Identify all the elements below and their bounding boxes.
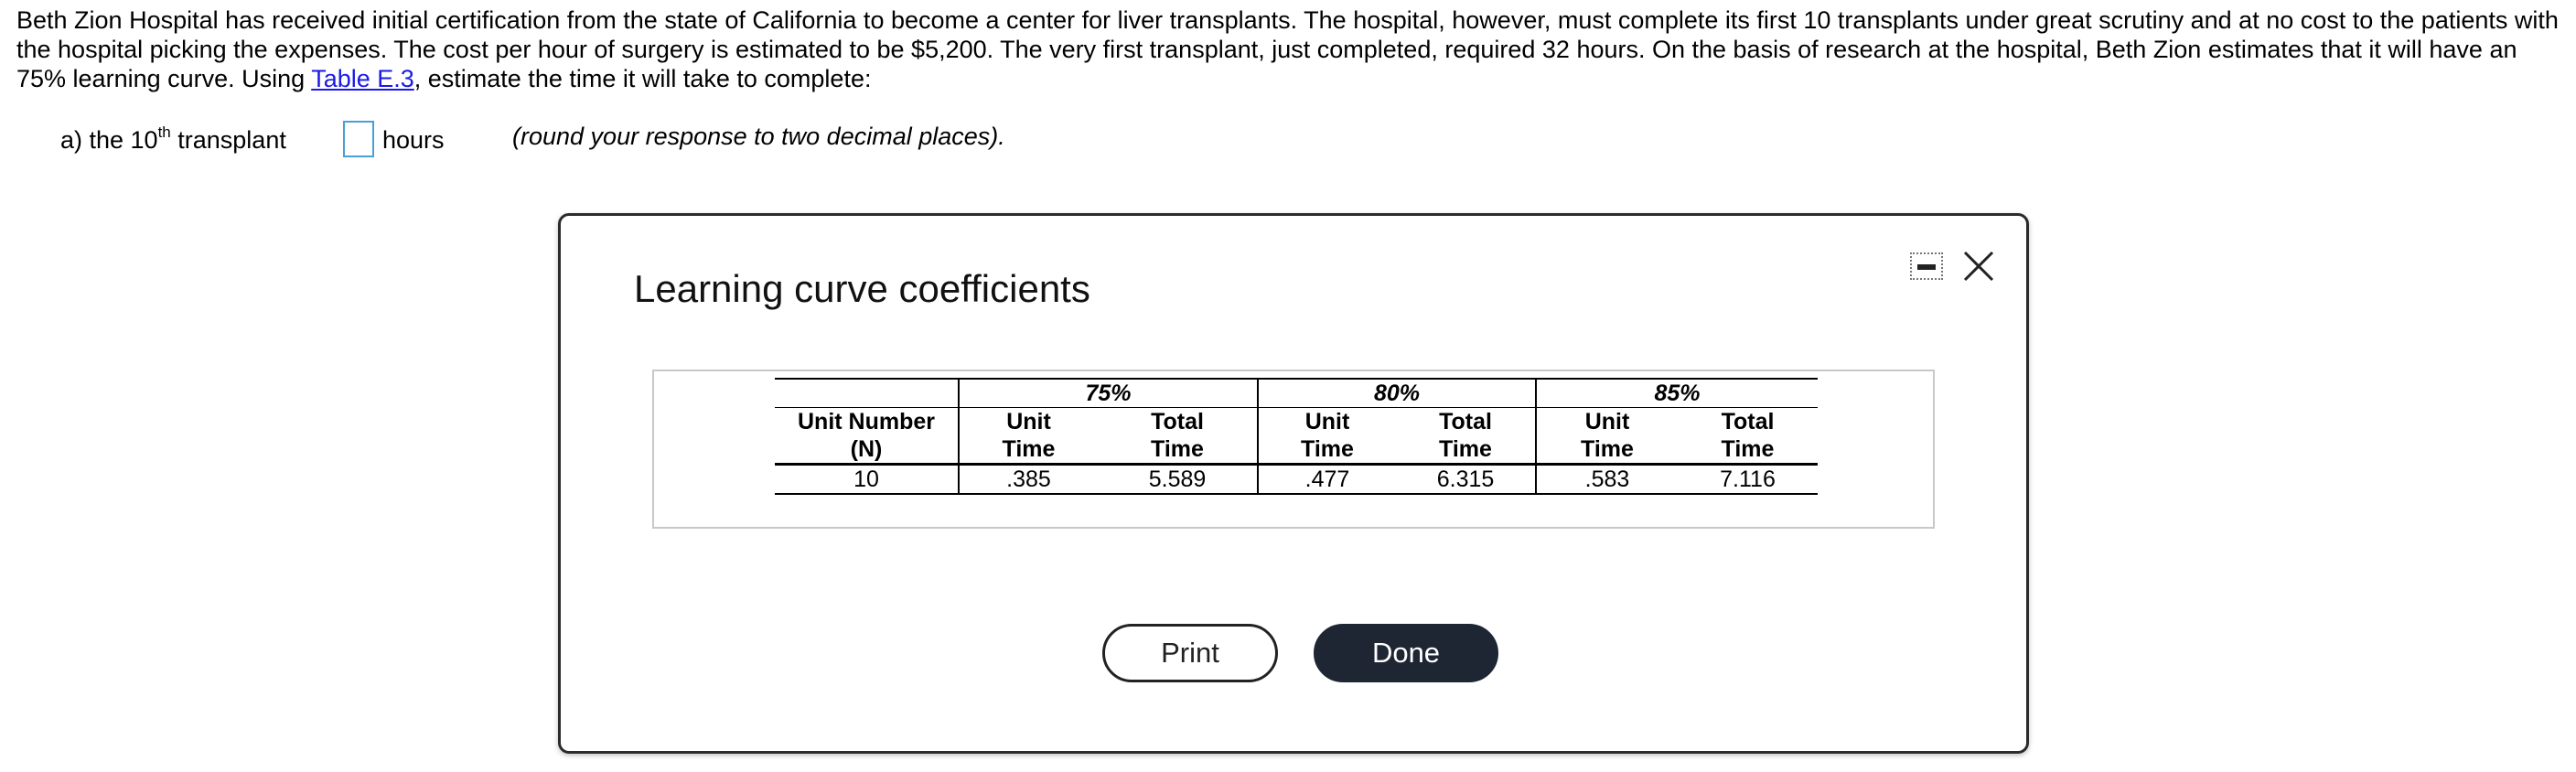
col-header: Time	[1396, 435, 1536, 465]
group-75: 75%	[959, 379, 1258, 408]
learning-curve-table	[775, 378, 1818, 495]
dialog-title: Learning curve coefficients	[634, 267, 1090, 310]
table-cell: .583	[1536, 465, 1678, 495]
answer-input[interactable]	[343, 121, 374, 157]
question-body-end: , estimate the time it will take to complete:	[413, 65, 872, 92]
col-header: Time	[1536, 435, 1678, 465]
part-a-label	[60, 123, 286, 155]
header-row-2	[775, 435, 1818, 465]
group-85: 85%	[1536, 379, 1818, 408]
part-a-prefix: a) the 10	[60, 126, 158, 154]
group-spacer	[775, 379, 959, 408]
table-cell: 5.589	[1098, 465, 1258, 495]
table-cell: .477	[1258, 465, 1396, 495]
question-body-start: Beth Zion Hospital has received initial certification from the state of California to become a center for liver transplants. The hospital, however, must complete its first 10 transplants under great scrutiny and at no cost to the patients with the hospital picking the expenses. The cost per hour of surgery is estimated to be $5,200. The very first transplant, just completed, required 32 hours. On the basis of research at the hospital, Beth Zion estimates that it will have an 75% learning curve. Using	[16, 6, 2559, 92]
table-cell: 10	[775, 465, 959, 495]
table-row	[775, 465, 1818, 495]
part-a-suffix: transplant	[170, 126, 286, 154]
part-a-sup: th	[157, 123, 171, 141]
table-e3-link[interactable]: Table E.3	[311, 65, 414, 92]
question-text	[16, 5, 2560, 93]
unit-label: hours	[382, 126, 445, 154]
unit-number-header-n: (N)	[775, 435, 959, 465]
col-header: Total	[1439, 409, 1492, 434]
header-row-1	[775, 408, 1818, 436]
rounding-instruction: (round your response to two decimal places).	[512, 123, 1005, 150]
unit-number-header: Unit Number	[798, 409, 935, 434]
col-header: Total	[1721, 409, 1775, 434]
group-80: 80%	[1258, 379, 1536, 408]
col-header: Time	[1258, 435, 1396, 465]
print-button[interactable]: Print	[1102, 624, 1278, 682]
col-header: Unit	[1536, 408, 1678, 436]
col-header: Time	[959, 435, 1098, 465]
table-cell: 6.315	[1396, 465, 1536, 495]
group-header-row	[775, 379, 1818, 408]
col-header: Unit	[1258, 408, 1396, 436]
col-header: Total	[1151, 409, 1204, 434]
col-header: Unit	[959, 408, 1098, 436]
col-header: Time	[1098, 435, 1258, 465]
close-glyph	[1961, 249, 1996, 284]
table-frame	[652, 370, 1935, 529]
done-button[interactable]: Done	[1314, 624, 1498, 682]
table-cell: .385	[959, 465, 1098, 495]
col-header: Time	[1678, 435, 1818, 465]
learning-curve-dialog	[558, 213, 2029, 754]
close-icon[interactable]	[1961, 249, 1996, 284]
table-cell: 7.116	[1678, 465, 1818, 495]
minimize-bar	[1917, 264, 1936, 270]
minimize-icon[interactable]	[1910, 252, 1943, 280]
